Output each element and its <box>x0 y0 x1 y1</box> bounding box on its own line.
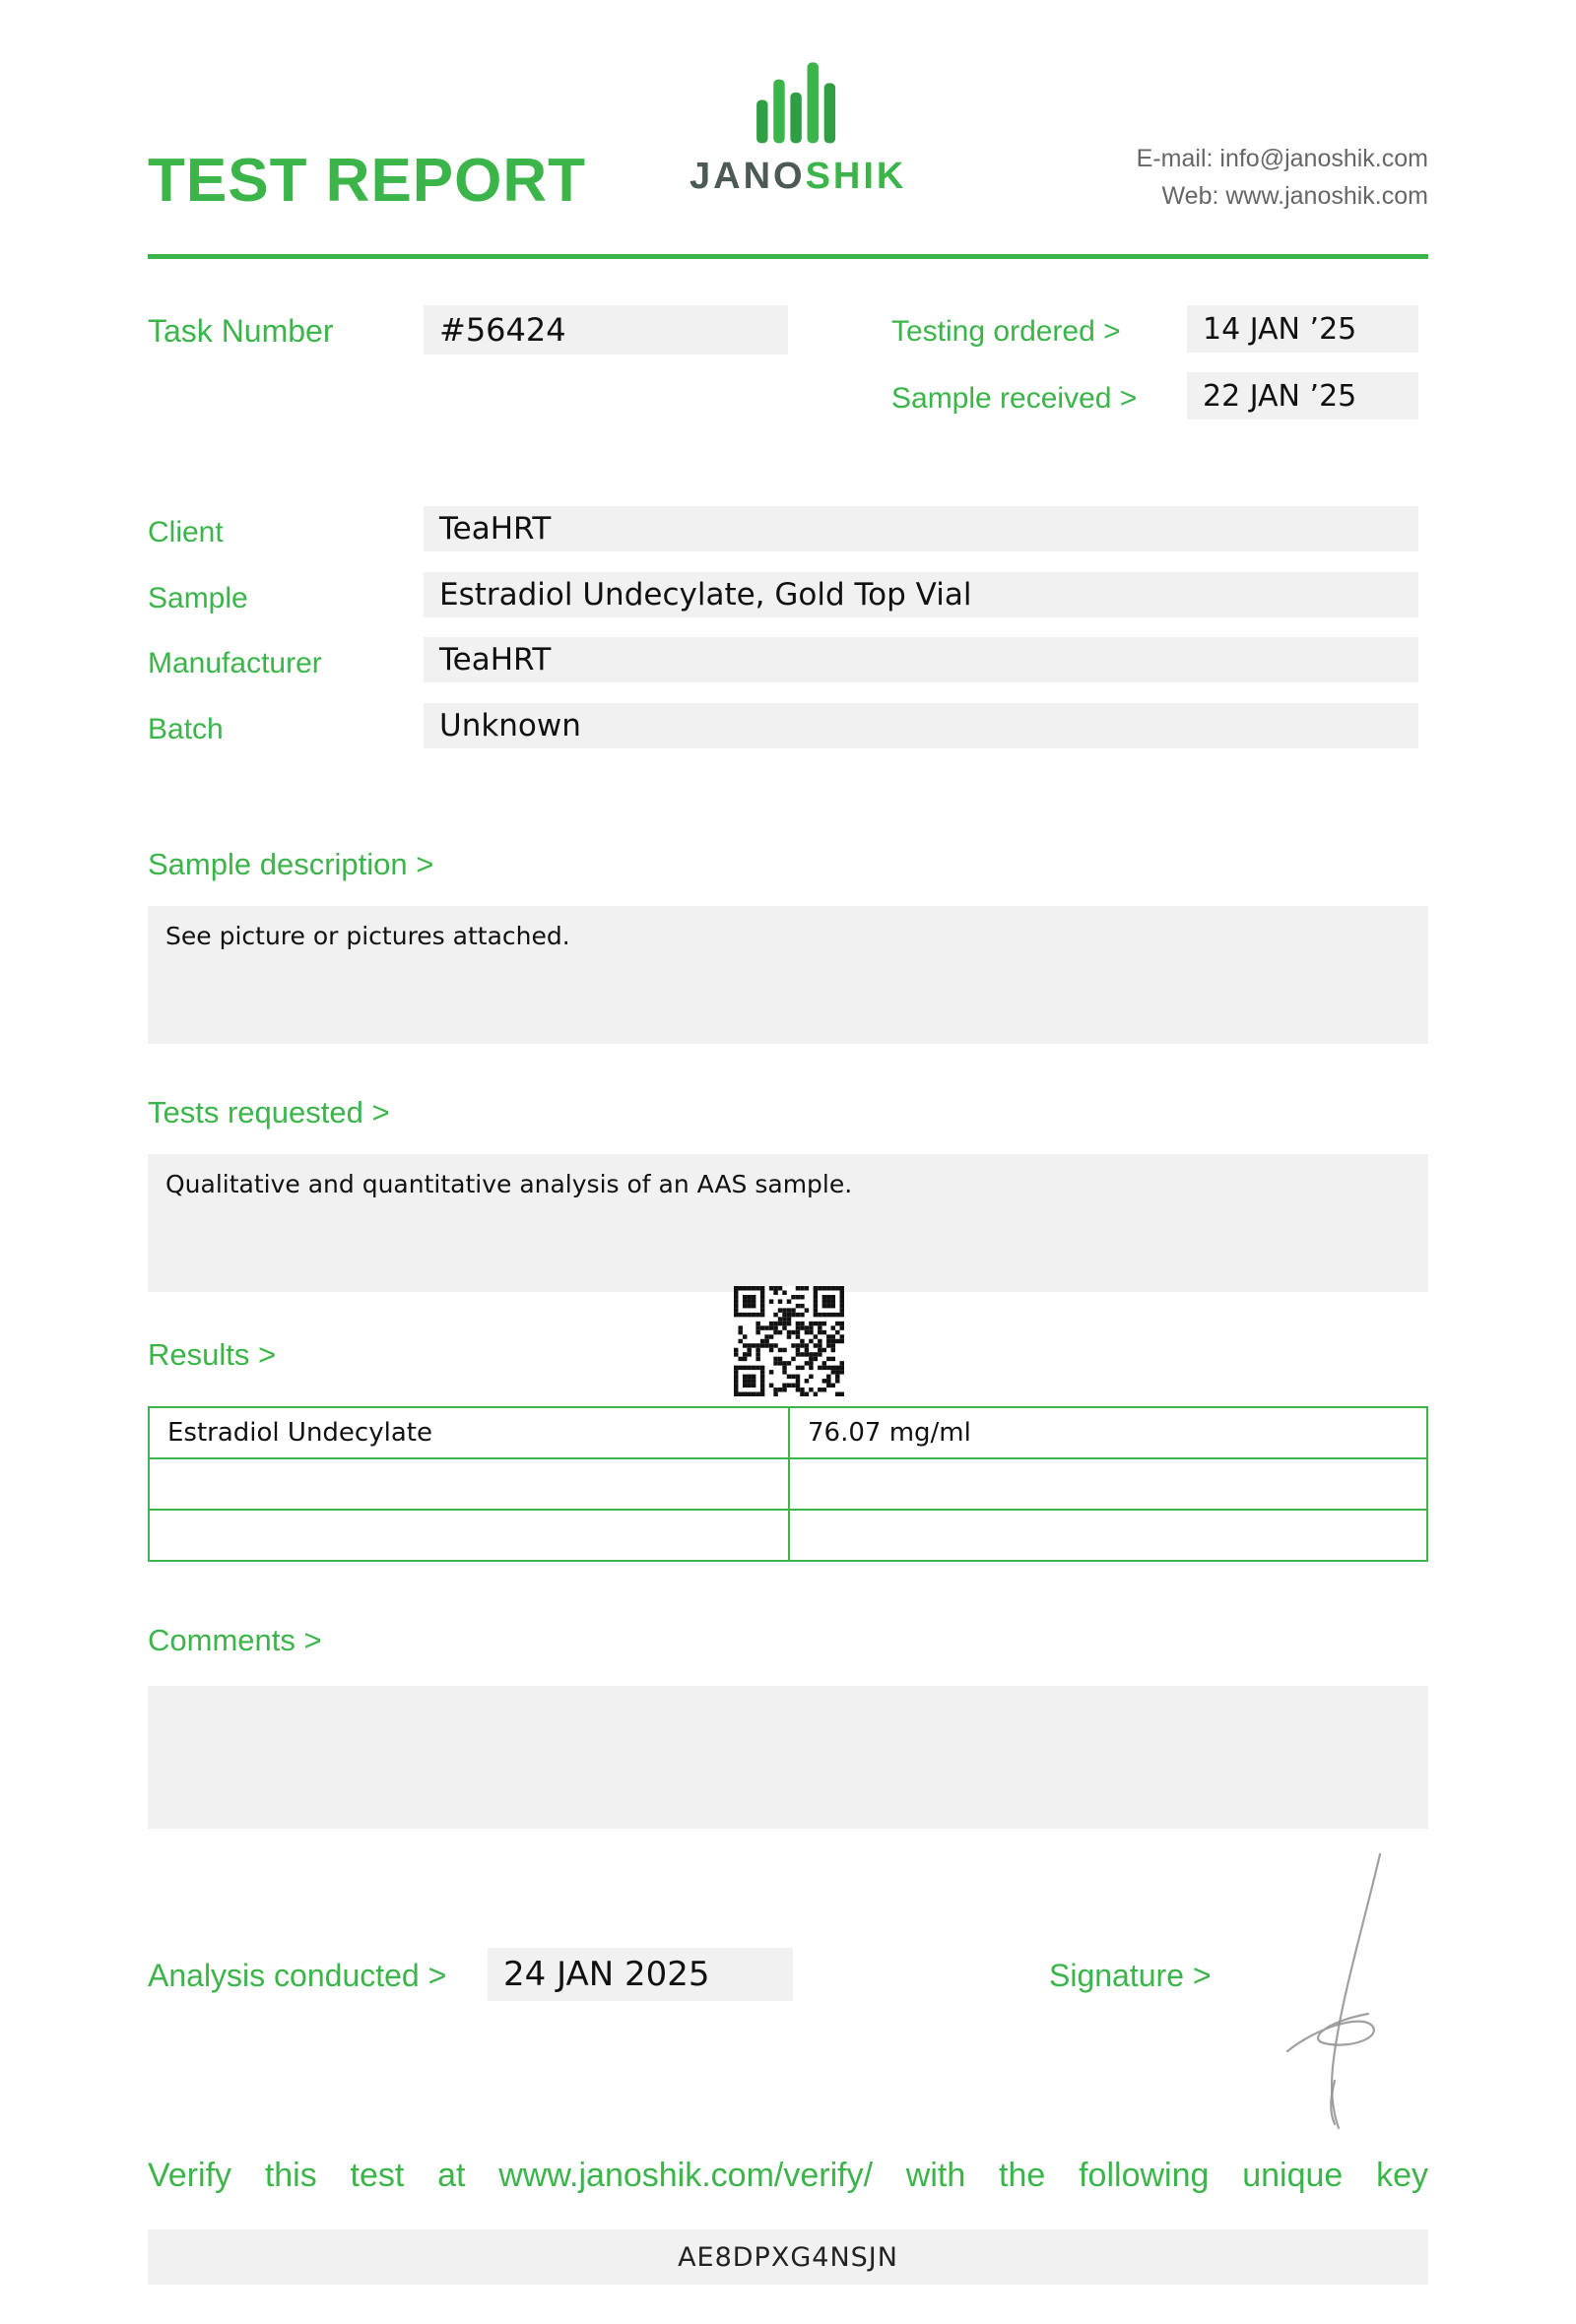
comments-heading: Comments > <box>148 1623 322 1657</box>
contact-info <box>1137 140 1428 215</box>
task-number-label: Task Number <box>148 313 334 349</box>
sample-label: Sample <box>148 582 248 614</box>
signature-label: Signature > <box>1049 1958 1212 1993</box>
result-value-cell <box>789 1458 1427 1510</box>
result-name-cell <box>149 1510 789 1561</box>
verify-key-box <box>148 2229 1428 2285</box>
result-name-cell: Estradiol Undecylate <box>149 1407 789 1458</box>
comments-box <box>148 1686 1428 1829</box>
tests-requested-text: Qualitative and quantitative analysis of an AAS sample. <box>165 1170 853 1198</box>
sample-description-box <box>148 906 1428 1044</box>
analysis-conducted-label: Analysis conducted > <box>148 1958 447 1993</box>
manufacturer-label: Manufacturer <box>148 647 322 679</box>
sample-description-heading: Sample description > <box>148 847 434 881</box>
batch-label: Batch <box>148 713 224 745</box>
results-table <box>148 1406 1428 1562</box>
analysis-date-field: 24 JAN 2025 <box>488 1948 793 2001</box>
task-number-field: #56424 <box>424 305 788 355</box>
janoshik-logo <box>690 51 906 198</box>
result-value-cell: 76.07 mg/ml <box>789 1407 1427 1458</box>
client-label: Client <box>148 516 224 549</box>
results-row <box>149 1407 1427 1458</box>
tests-requested-heading: Tests requested > <box>148 1095 390 1130</box>
client-field: TeaHRT <box>424 506 1418 551</box>
sample-received-label: Sample received > <box>891 382 1138 415</box>
contact-web-line: Web: www.janoshik.com <box>1161 182 1428 210</box>
testing-ordered-label: Testing ordered > <box>891 315 1121 348</box>
results-row <box>149 1510 1427 1561</box>
sample-description-text: See picture or pictures attached. <box>165 922 570 950</box>
tests-requested-box <box>148 1154 1428 1292</box>
contact-email-line: E-mail: info@janoshik.com <box>1136 145 1428 172</box>
result-value-cell <box>789 1510 1427 1561</box>
verify-key: AE8DPXG4NSJN <box>678 2241 898 2273</box>
logo-text-jano: JANO <box>690 156 806 197</box>
results-heading: Results > <box>148 1337 277 1372</box>
results-row <box>149 1458 1427 1510</box>
qr-code <box>734 1286 844 1396</box>
sample-field: Estradiol Undecylate, Gold Top Vial <box>424 572 1418 617</box>
testing-ordered-field: 14 JAN ’25 <box>1187 305 1418 353</box>
result-name-cell <box>149 1458 789 1510</box>
logo-text-shik: SHIK <box>805 156 907 197</box>
verify-text: Verify this test at www.janoshik.com/verify/ with the following unique key <box>148 2157 1428 2194</box>
qr-code-image <box>734 1286 844 1396</box>
sample-received-field: 22 JAN ’25 <box>1187 372 1418 420</box>
manufacturer-field: TeaHRT <box>424 637 1418 682</box>
signature-image <box>1266 1847 1413 2135</box>
header-divider <box>148 254 1428 259</box>
logo-chart-icon <box>751 51 845 150</box>
batch-field: Unknown <box>424 703 1418 748</box>
page-title: TEST REPORT <box>148 147 587 215</box>
logo-wordmark <box>690 156 906 198</box>
